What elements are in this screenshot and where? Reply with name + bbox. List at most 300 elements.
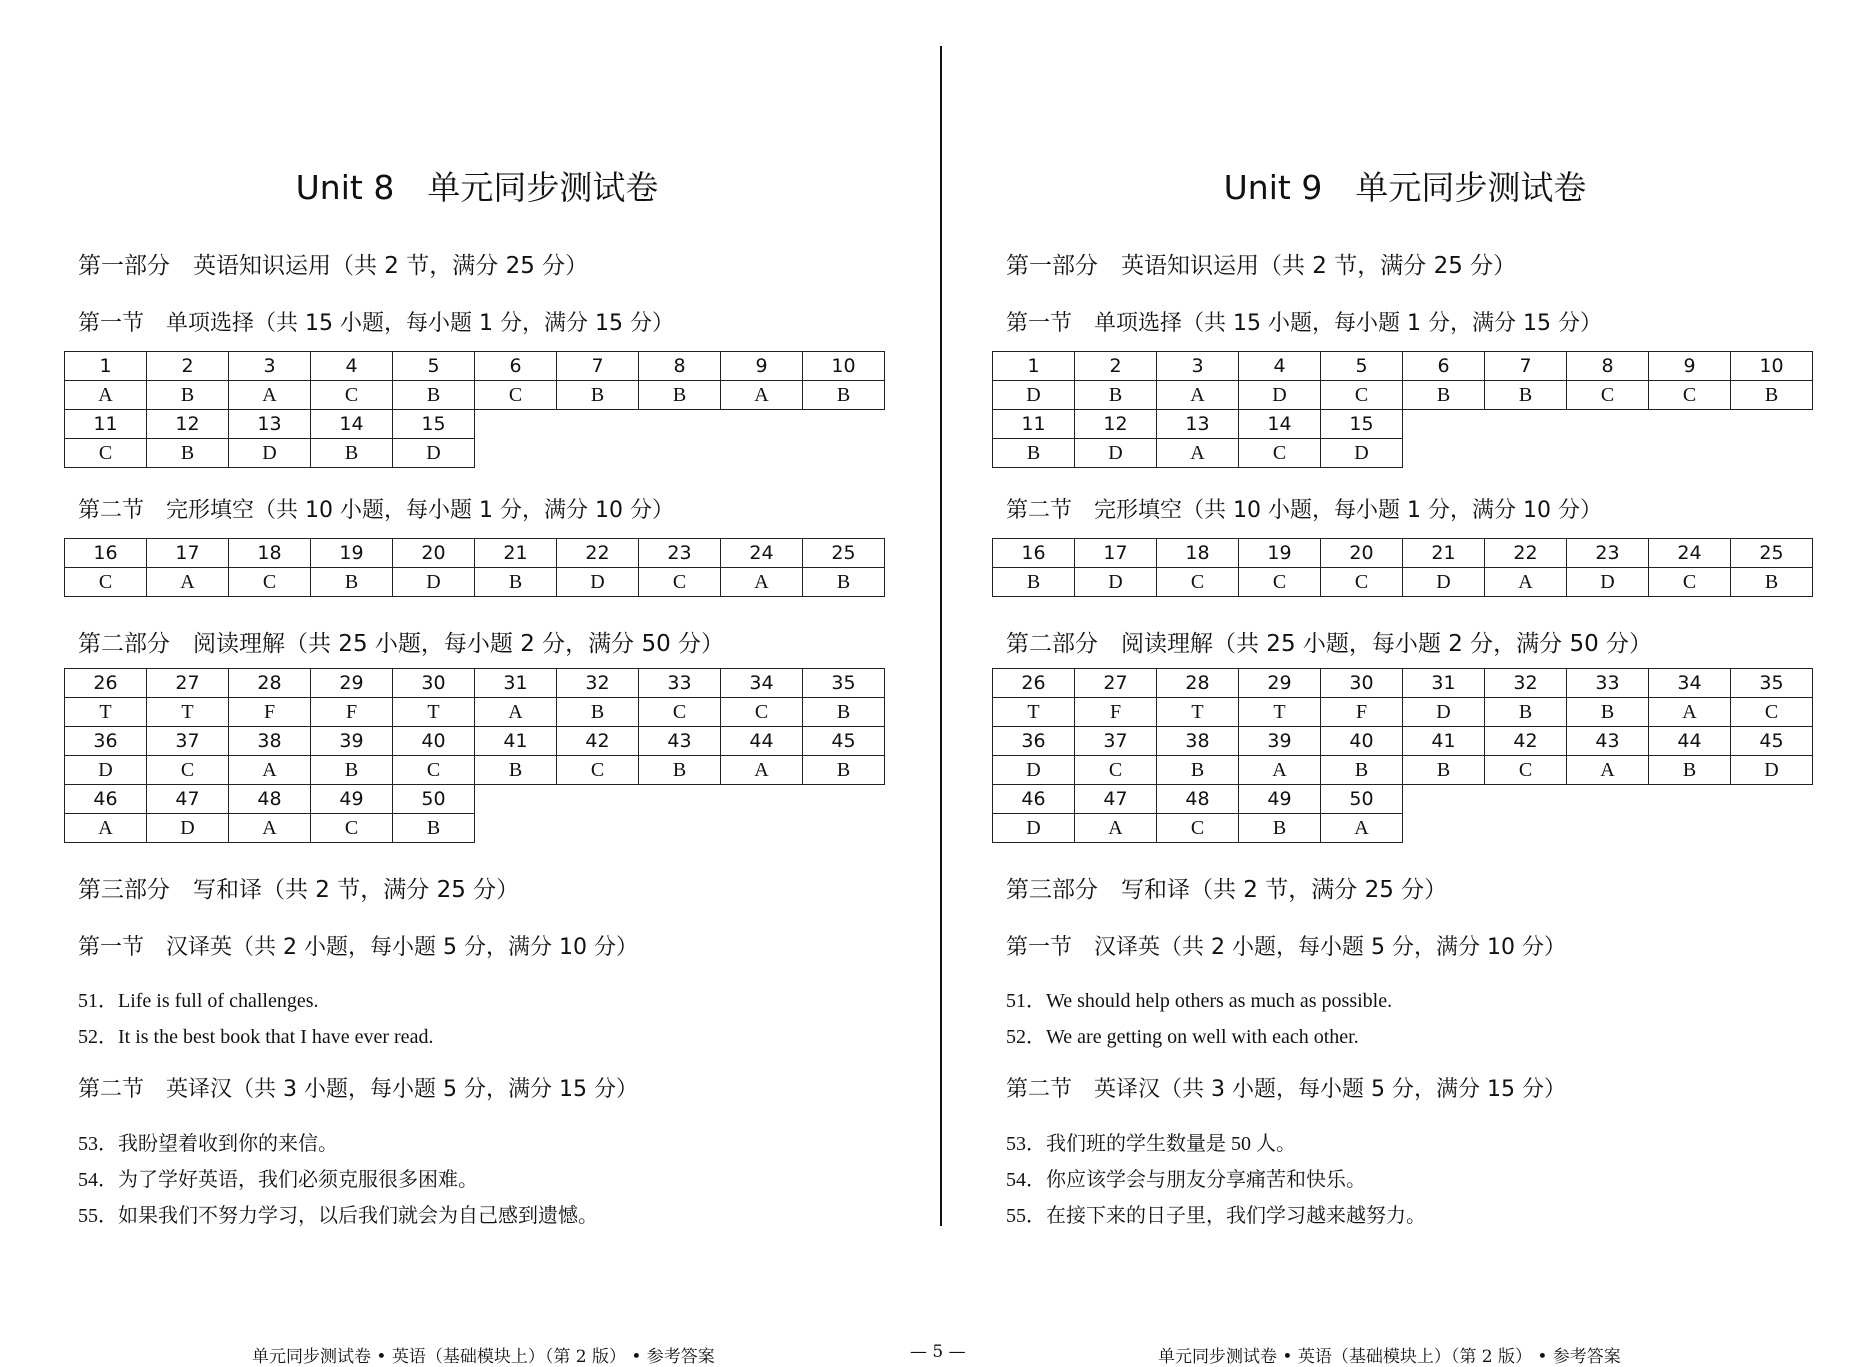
answer-cell: B: [147, 381, 229, 410]
answer-cell: B: [311, 439, 393, 468]
answer-cell: A: [229, 381, 311, 410]
answer-cell: C: [147, 756, 229, 785]
question-number-cell: 32: [557, 669, 639, 698]
answer-cell: B: [1485, 698, 1567, 727]
answer-cell: C: [1321, 381, 1403, 410]
answer-cell: D: [65, 756, 147, 785]
answer-cell: B: [147, 439, 229, 468]
answer-cell: D: [1403, 698, 1485, 727]
question-number-cell: 22: [1485, 539, 1567, 568]
question-number-cell: 41: [1403, 727, 1485, 756]
question-number-cell: 27: [1075, 669, 1157, 698]
empty-cell: [1485, 785, 1567, 814]
question-number-cell: 36: [65, 727, 147, 756]
question-number-cell: 1: [65, 352, 147, 381]
answer-52: 52．It is the best book that I have ever read.: [78, 1026, 434, 1048]
question-number-row: [993, 352, 1813, 381]
question-number-cell: 40: [1321, 727, 1403, 756]
question-number-cell: 33: [639, 669, 721, 698]
section2-heading: 第二节 完形填空（共 10 小题，每小题 1 分，满分 10 分）: [78, 498, 674, 523]
empty-cell: [1649, 785, 1731, 814]
empty-cell: [803, 814, 885, 843]
answer-51: 51．Life is full of challenges.: [78, 990, 319, 1012]
answer-cell: C: [1157, 568, 1239, 597]
question-number-cell: 18: [229, 539, 311, 568]
answer-55: 55．在接下来的日子里，我们学习越来越努力。: [1006, 1205, 1426, 1227]
question-number-cell: 32: [1485, 669, 1567, 698]
question-number-row: [65, 352, 885, 381]
page-title: Unit 8 单元同步测试卷: [295, 168, 659, 207]
question-number-cell: 13: [229, 410, 311, 439]
question-number-cell: 11: [65, 410, 147, 439]
question-number-cell: 41: [475, 727, 557, 756]
answer-row: [993, 568, 1813, 597]
answer-55: 55．如果我们不努力学习，以后我们就会为自己感到遗憾。: [78, 1205, 598, 1227]
answer-cell: T: [147, 698, 229, 727]
question-number-cell: 4: [1239, 352, 1321, 381]
answer-cell: A: [229, 814, 311, 843]
footer-right: 单元同步测试卷 • 英语（基础模块上）（第 2 版） • 参考答案: [1158, 1347, 1621, 1367]
question-number-cell: 49: [311, 785, 393, 814]
answer-cell: B: [393, 381, 475, 410]
section1-heading: 第一节 单项选择（共 15 小题，每小题 1 分，满分 15 分）: [1006, 311, 1602, 336]
answer-cell: B: [993, 568, 1075, 597]
answer-row: [65, 814, 885, 843]
empty-cell: [1567, 814, 1649, 843]
question-number-cell: 44: [721, 727, 803, 756]
answer-cell: A: [475, 698, 557, 727]
question-number-cell: 3: [1157, 352, 1239, 381]
question-number-cell: 31: [1403, 669, 1485, 698]
answer-cell: C: [311, 381, 393, 410]
answer-cell: B: [557, 381, 639, 410]
question-number-row: [65, 785, 885, 814]
answer-cell: F: [229, 698, 311, 727]
answer-cell: C: [1567, 381, 1649, 410]
answer-cell: C: [1239, 439, 1321, 468]
question-number-cell: 46: [993, 785, 1075, 814]
answer-cell: C: [1321, 568, 1403, 597]
answer-51: 51．We should help others as much as possible.: [1006, 990, 1393, 1012]
question-number-cell: 40: [393, 727, 475, 756]
answer-cell: B: [311, 756, 393, 785]
answer-cell: C: [1157, 814, 1239, 843]
answer-table-3: [64, 668, 885, 843]
answer-cell: C: [1239, 568, 1321, 597]
question-number-cell: 16: [65, 539, 147, 568]
empty-cell: [557, 410, 639, 439]
answer-cell: B: [557, 698, 639, 727]
question-number-cell: 15: [393, 410, 475, 439]
answer-cell: F: [311, 698, 393, 727]
part2-heading: 第二部分 阅读理解（共 25 小题，每小题 2 分，满分 50 分）: [1006, 631, 1653, 657]
answer-cell: B: [1731, 568, 1813, 597]
answer-cell: B: [475, 756, 557, 785]
answer-cell: B: [1403, 381, 1485, 410]
question-number-cell: 2: [147, 352, 229, 381]
answer-cell: D: [1567, 568, 1649, 597]
question-number-cell: 22: [557, 539, 639, 568]
answer-cell: A: [65, 381, 147, 410]
answer-row: [65, 568, 885, 597]
question-number-cell: 46: [65, 785, 147, 814]
part2-heading: 第二部分 阅读理解（共 25 小题，每小题 2 分，满分 50 分）: [78, 631, 725, 657]
answer-row: [65, 756, 885, 785]
question-number-cell: 34: [1649, 669, 1731, 698]
page-title: Unit 9 单元同步测试卷: [1223, 168, 1587, 207]
question-number-cell: 33: [1567, 669, 1649, 698]
empty-cell: [721, 785, 803, 814]
section2-heading: 第二节 完形填空（共 10 小题，每小题 1 分，满分 10 分）: [1006, 498, 1602, 523]
question-number-cell: 9: [721, 352, 803, 381]
question-number-cell: 49: [1239, 785, 1321, 814]
answer-cell: C: [65, 568, 147, 597]
empty-cell: [557, 439, 639, 468]
answer-cell: C: [557, 756, 639, 785]
answer-cell: D: [393, 439, 475, 468]
answer-row: [65, 698, 885, 727]
answer-cell: C: [1075, 756, 1157, 785]
answer-cell: T: [1239, 698, 1321, 727]
empty-cell: [1403, 814, 1485, 843]
answer-cell: C: [721, 698, 803, 727]
question-number-cell: 21: [1403, 539, 1485, 568]
question-number-cell: 21: [475, 539, 557, 568]
empty-cell: [1567, 439, 1649, 468]
empty-cell: [721, 410, 803, 439]
question-number-cell: 38: [229, 727, 311, 756]
answer-cell: A: [1321, 814, 1403, 843]
answer-cell: T: [993, 698, 1075, 727]
question-number-cell: 4: [311, 352, 393, 381]
answer-cell: A: [1485, 568, 1567, 597]
empty-cell: [639, 439, 721, 468]
question-number-cell: 50: [393, 785, 475, 814]
question-number-cell: 19: [311, 539, 393, 568]
empty-cell: [475, 785, 557, 814]
answer-cell: B: [1075, 381, 1157, 410]
answer-cell: A: [1239, 756, 1321, 785]
question-number-cell: 23: [639, 539, 721, 568]
part1-heading: 第一部分 英语知识运用（共 2 节，满分 25 分）: [78, 253, 589, 279]
answer-cell: D: [1731, 756, 1813, 785]
empty-cell: [1731, 410, 1813, 439]
answer-cell: B: [1649, 756, 1731, 785]
part3-heading: 第三部分 写和译（共 2 节，满分 25 分）: [78, 877, 520, 903]
question-number-cell: 1: [993, 352, 1075, 381]
answer-cell: D: [1075, 439, 1157, 468]
empty-cell: [1731, 814, 1813, 843]
empty-cell: [1731, 785, 1813, 814]
question-number-cell: 37: [147, 727, 229, 756]
answer-row: [65, 439, 885, 468]
question-number-cell: 17: [147, 539, 229, 568]
question-number-cell: 20: [393, 539, 475, 568]
question-number-cell: 30: [1321, 669, 1403, 698]
question-number-cell: 28: [229, 669, 311, 698]
answer-cell: D: [993, 381, 1075, 410]
question-number-cell: 2: [1075, 352, 1157, 381]
answer-cell: A: [1649, 698, 1731, 727]
answer-cell: B: [1321, 756, 1403, 785]
question-number-cell: 3: [229, 352, 311, 381]
answer-54: 54．你应该学会与朋友分享痛苦和快乐。: [1006, 1169, 1366, 1191]
empty-cell: [475, 410, 557, 439]
question-number-cell: 10: [1731, 352, 1813, 381]
answer-cell: A: [1567, 756, 1649, 785]
right-column: [992, 0, 1872, 1361]
empty-cell: [1403, 410, 1485, 439]
question-number-cell: 45: [803, 727, 885, 756]
empty-cell: [803, 439, 885, 468]
answer-cell: C: [1731, 698, 1813, 727]
answer-cell: B: [311, 568, 393, 597]
answer-cell: B: [803, 568, 885, 597]
answer-cell: C: [1649, 568, 1731, 597]
question-number-cell: 47: [147, 785, 229, 814]
section4-heading: 第二节 英译汉（共 3 小题，每小题 5 分，满分 15 分）: [78, 1077, 638, 1102]
answer-cell: T: [65, 698, 147, 727]
answer-cell: B: [1403, 756, 1485, 785]
answer-cell: A: [1157, 439, 1239, 468]
empty-cell: [1485, 814, 1567, 843]
empty-cell: [803, 410, 885, 439]
answer-cell: A: [721, 381, 803, 410]
empty-cell: [1649, 410, 1731, 439]
answer-cell: A: [147, 568, 229, 597]
answer-table-3: [992, 668, 1813, 843]
question-number-cell: 26: [993, 669, 1075, 698]
answer-cell: D: [147, 814, 229, 843]
answer-cell: B: [1157, 756, 1239, 785]
question-number-cell: 48: [1157, 785, 1239, 814]
empty-cell: [557, 785, 639, 814]
answer-cell: F: [1321, 698, 1403, 727]
question-number-cell: 44: [1649, 727, 1731, 756]
answer-cell: B: [993, 439, 1075, 468]
answer-cell: B: [803, 381, 885, 410]
answer-cell: C: [639, 698, 721, 727]
answer-cell: D: [1239, 381, 1321, 410]
question-number-cell: 43: [1567, 727, 1649, 756]
empty-cell: [1485, 410, 1567, 439]
question-number-cell: 25: [803, 539, 885, 568]
answer-cell: A: [65, 814, 147, 843]
footer-left: 单元同步测试卷 • 英语（基础模块上）（第 2 版） • 参考答案: [252, 1347, 715, 1367]
answer-53: 53．我们班的学生数量是 50 人。: [1006, 1133, 1296, 1155]
question-number-cell: 25: [1731, 539, 1813, 568]
empty-cell: [803, 785, 885, 814]
answer-cell: C: [65, 439, 147, 468]
question-number-cell: 8: [1567, 352, 1649, 381]
empty-cell: [475, 439, 557, 468]
question-number-cell: 39: [1239, 727, 1321, 756]
question-number-cell: 47: [1075, 785, 1157, 814]
empty-cell: [1567, 410, 1649, 439]
question-number-cell: 18: [1157, 539, 1239, 568]
empty-cell: [1731, 439, 1813, 468]
answer-cell: B: [803, 756, 885, 785]
answer-table-1: [64, 351, 885, 468]
question-number-cell: 12: [1075, 410, 1157, 439]
answer-row: [993, 756, 1813, 785]
question-number-cell: 24: [721, 539, 803, 568]
question-number-cell: 38: [1157, 727, 1239, 756]
question-number-cell: 6: [1403, 352, 1485, 381]
question-number-row: [993, 785, 1813, 814]
question-number-cell: 45: [1731, 727, 1813, 756]
answer-cell: C: [639, 568, 721, 597]
answer-cell: D: [229, 439, 311, 468]
answer-table-1: [992, 351, 1813, 468]
answer-cell: D: [1075, 568, 1157, 597]
question-number-cell: 20: [1321, 539, 1403, 568]
question-number-cell: 19: [1239, 539, 1321, 568]
answer-cell: C: [393, 756, 475, 785]
question-number-cell: 17: [1075, 539, 1157, 568]
question-number-cell: 37: [1075, 727, 1157, 756]
question-number-row: [993, 669, 1813, 698]
question-number-cell: 28: [1157, 669, 1239, 698]
answer-row: [993, 698, 1813, 727]
question-number-cell: 27: [147, 669, 229, 698]
question-number-cell: 30: [393, 669, 475, 698]
question-number-cell: 9: [1649, 352, 1731, 381]
answer-cell: C: [1485, 756, 1567, 785]
question-number-cell: 36: [993, 727, 1075, 756]
answer-cell: T: [393, 698, 475, 727]
question-number-row: [993, 410, 1813, 439]
answer-cell: B: [1731, 381, 1813, 410]
answer-row: [993, 439, 1813, 468]
answer-row: [993, 814, 1813, 843]
section4-heading: 第二节 英译汉（共 3 小题，每小题 5 分，满分 15 分）: [1006, 1077, 1566, 1102]
question-number-cell: 29: [311, 669, 393, 698]
answer-table-2: [64, 538, 885, 597]
answer-cell: B: [1239, 814, 1321, 843]
question-number-cell: 13: [1157, 410, 1239, 439]
answer-cell: D: [993, 814, 1075, 843]
question-number-cell: 50: [1321, 785, 1403, 814]
question-number-cell: 10: [803, 352, 885, 381]
answer-52: 52．We are getting on well with each other.: [1006, 1026, 1359, 1048]
empty-cell: [475, 814, 557, 843]
empty-cell: [1649, 439, 1731, 468]
question-number-cell: 12: [147, 410, 229, 439]
empty-cell: [639, 410, 721, 439]
answer-cell: A: [1157, 381, 1239, 410]
question-number-row: [65, 410, 885, 439]
empty-cell: [721, 439, 803, 468]
answer-53: 53．我盼望着收到你的来信。: [78, 1133, 338, 1155]
question-number-cell: 16: [993, 539, 1075, 568]
empty-cell: [1649, 814, 1731, 843]
question-number-cell: 24: [1649, 539, 1731, 568]
answer-cell: A: [1075, 814, 1157, 843]
question-number-cell: 6: [475, 352, 557, 381]
answer-cell: B: [1567, 698, 1649, 727]
answer-cell: B: [639, 381, 721, 410]
answer-cell: A: [721, 568, 803, 597]
empty-cell: [639, 785, 721, 814]
question-number-cell: 39: [311, 727, 393, 756]
answer-cell: F: [1075, 698, 1157, 727]
question-number-cell: 7: [1485, 352, 1567, 381]
answer-cell: C: [311, 814, 393, 843]
answer-cell: D: [393, 568, 475, 597]
empty-cell: [1485, 439, 1567, 468]
answer-row: [65, 381, 885, 410]
question-number-cell: 26: [65, 669, 147, 698]
answer-54: 54．为了学好英语，我们必须克服很多困难。: [78, 1169, 478, 1191]
empty-cell: [1567, 785, 1649, 814]
question-number-row: [65, 727, 885, 756]
answer-cell: C: [229, 568, 311, 597]
part1-heading: 第一部分 英语知识运用（共 2 节，满分 25 分）: [1006, 253, 1517, 279]
answer-cell: B: [475, 568, 557, 597]
question-number-cell: 48: [229, 785, 311, 814]
question-number-row: [993, 539, 1813, 568]
answer-cell: D: [993, 756, 1075, 785]
question-number-cell: 8: [639, 352, 721, 381]
empty-cell: [721, 814, 803, 843]
answer-cell: A: [229, 756, 311, 785]
question-number-cell: 42: [557, 727, 639, 756]
question-number-cell: 14: [311, 410, 393, 439]
answer-cell: B: [639, 756, 721, 785]
answer-cell: D: [557, 568, 639, 597]
answer-table-2: [992, 538, 1813, 597]
question-number-cell: 23: [1567, 539, 1649, 568]
question-number-cell: 29: [1239, 669, 1321, 698]
question-number-row: [993, 727, 1813, 756]
answer-cell: C: [1649, 381, 1731, 410]
empty-cell: [557, 814, 639, 843]
question-number-cell: 11: [993, 410, 1075, 439]
section1-heading: 第一节 单项选择（共 15 小题，每小题 1 分，满分 15 分）: [78, 311, 674, 336]
left-column: [64, 0, 964, 1361]
question-number-cell: 43: [639, 727, 721, 756]
empty-cell: [639, 814, 721, 843]
empty-cell: [1403, 785, 1485, 814]
question-number-cell: 31: [475, 669, 557, 698]
question-number-row: [65, 669, 885, 698]
question-number-cell: 5: [1321, 352, 1403, 381]
answer-cell: T: [1157, 698, 1239, 727]
answer-cell: D: [1321, 439, 1403, 468]
question-number-cell: 5: [393, 352, 475, 381]
page-number: — 5 —: [910, 1342, 966, 1362]
question-number-row: [65, 539, 885, 568]
section3-heading: 第一节 汉译英（共 2 小题，每小题 5 分，满分 10 分）: [78, 935, 638, 960]
answer-cell: A: [721, 756, 803, 785]
answer-cell: B: [393, 814, 475, 843]
section3-heading: 第一节 汉译英（共 2 小题，每小题 5 分，满分 10 分）: [1006, 935, 1566, 960]
part3-heading: 第三部分 写和译（共 2 节，满分 25 分）: [1006, 877, 1448, 903]
question-number-cell: 7: [557, 352, 639, 381]
answer-row: [993, 381, 1813, 410]
answer-cell: B: [803, 698, 885, 727]
question-number-cell: 35: [803, 669, 885, 698]
answer-cell: C: [475, 381, 557, 410]
question-number-cell: 34: [721, 669, 803, 698]
empty-cell: [1403, 439, 1485, 468]
question-number-cell: 42: [1485, 727, 1567, 756]
question-number-cell: 35: [1731, 669, 1813, 698]
answer-cell: D: [1403, 568, 1485, 597]
answer-cell: B: [1485, 381, 1567, 410]
question-number-cell: 15: [1321, 410, 1403, 439]
